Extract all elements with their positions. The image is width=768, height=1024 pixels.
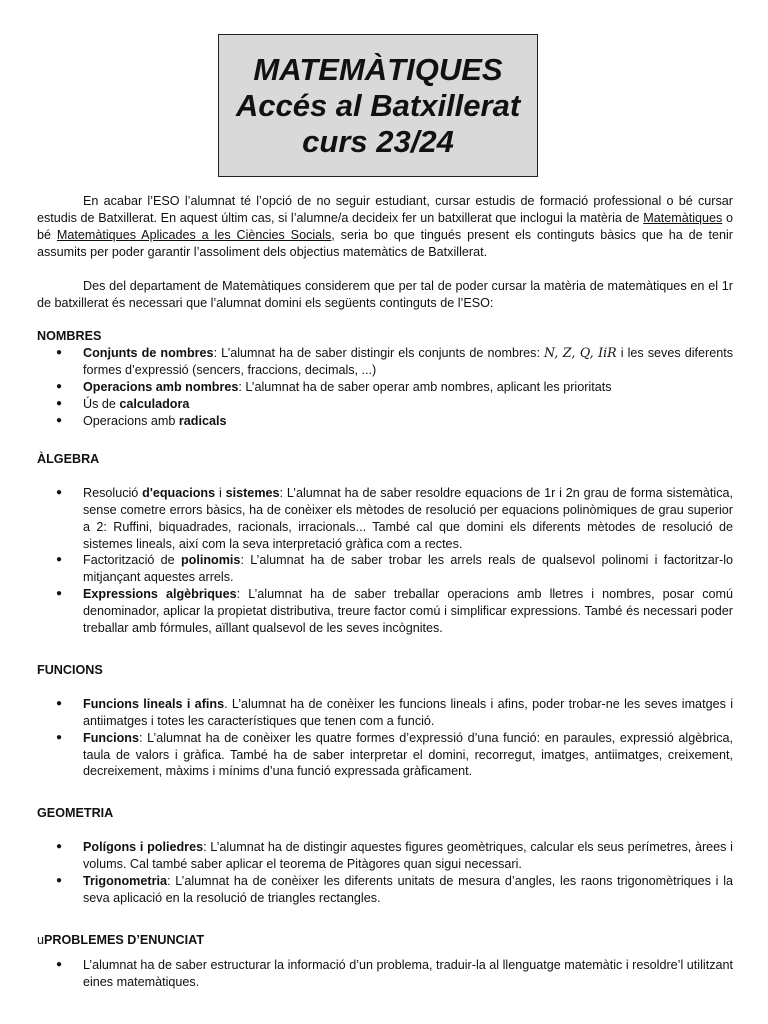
list-funcions — [37, 696, 733, 781]
document-body — [37, 193, 733, 991]
item-term: Trigonometria — [83, 874, 167, 889]
item-text: : L’alumnat ha de saber resoldre equacions de 1r i 2n grau de forma sistemàtica, sense cometre errors bàsics, ha de conèixer els mètodes de resolució per equacions polinòmiques de grau superior a 2: Ruffini, biquadrades, racionals, irracionals... També cal que domini els diferents mètodes de resolució de sistemes lineals, així com la seva interpretació gràfica com a rectes. — [83, 485, 733, 551]
item-text: Resolució — [83, 485, 143, 500]
item-text: : L’alumnat ha de saber treballar operacions amb lletres i nombres, posar comú denominador, aplicar la propietat distributiva, treure factor comú i simplificar expressions. També és necessari poder treballar amb fórmules, aïllant qualsevol de les seves incògnites. — [83, 587, 733, 636]
list-item — [37, 730, 733, 781]
list-problemes — [37, 957, 733, 991]
list-geometria — [37, 839, 733, 907]
title-box — [218, 34, 538, 177]
item-term: Funcions lineals i afins — [83, 696, 225, 711]
title-line-3: curs 23/24 — [302, 124, 454, 159]
number-sets-formula: N, Z, Q, IiR — [544, 345, 617, 361]
section-heading-funcions: FUNCIONS — [37, 662, 103, 677]
list-item — [37, 485, 733, 553]
list-item — [37, 839, 733, 873]
item-text: Ús de — [83, 397, 120, 412]
item-term: Polígons i poliedres — [83, 840, 204, 855]
title-line-1: MATEMÀTIQUES — [253, 52, 503, 87]
list-nombres — [37, 345, 733, 430]
matematiques-aplicades-link: Matemàtiques Aplicades a les Ciències Socials — [56, 227, 332, 242]
list-item — [37, 379, 733, 396]
section-heading-problemes — [37, 932, 733, 949]
item-term: radicals — [178, 413, 227, 428]
section-heading-geometria: GEOMETRIA — [37, 806, 114, 821]
item-term: Operacions amb nombres — [83, 380, 239, 395]
section-heading-nombres: NOMBRES — [37, 329, 102, 344]
intro-paragraph-2: Des del departament de Matemàtiques considerem que per tal de poder cursar la matèria de matemàtiques en el 1r de batxillerat és necessari que l’alumnat domini els següents continguts de l’ESO: — [37, 278, 733, 310]
list-item — [37, 413, 733, 430]
list-algebra — [37, 485, 733, 637]
item-term: polinomis — [180, 553, 241, 568]
list-item — [37, 345, 733, 379]
section-heading-algebra: ÀLGEBRA — [37, 451, 100, 466]
intro-text: En acabar l’ESO l’alumnat té l’opció de no seguir estudiant, cursar estudis de formació professional o bé cursar estudis de Batxillerat. En aquest últim cas, si l’alumne/a decideix fer un batxillerat que inclogui la matèria de — [37, 194, 733, 225]
item-term: Conjunts de nombres — [83, 346, 214, 361]
item-text: : L’alumnat ha de saber operar amb nombres, aplicant les prioritats — [238, 380, 612, 395]
heading-prefix: u — [37, 932, 45, 947]
intro-text: o bé — [37, 210, 733, 242]
list-item — [37, 586, 733, 637]
list-item — [37, 873, 733, 907]
item-term: d'equacions — [142, 485, 216, 500]
title-line-2: Accés al Batxillerat — [235, 88, 521, 123]
list-item — [37, 396, 733, 413]
item-text: . L’alumnat ha de conèixer les funcions lineals i afins, poder trobar-ne les seves imatges i antiimatges i totes les característiques que tenen com a funció. — [83, 696, 734, 728]
item-text: i les seves diferents formes d’expressió (sencers, fraccions, decimals, ...) — [83, 346, 733, 378]
list-item: ● L’alumnat ha de saber estructurar la informació d’un problema, traduir-la al llenguatge matemàtic i resoldre’l utilitzant eines matemàtiques. — [37, 957, 733, 991]
item-text: i — [215, 485, 226, 500]
matematiques-link: Matemàtiques — [643, 210, 723, 225]
item-text: Factorització de — [83, 553, 181, 568]
list-item — [37, 552, 733, 586]
intro-text: , seria bo que tingués present els continguts bàsics que ha de tenir assumits per poder garantir l’assoliment dels objectius matemàtics de Batxillerat. — [37, 227, 733, 259]
item-text: : L’alumnat ha de distingir aquestes figures geomètriques, calcular els seus perímetres, àrees i volums. Cal també saber aplicar el teorema de Pitàgores quan sigui necessari. — [83, 840, 733, 872]
item-text: : L’alumnat ha de conèixer les quatre formes d’expressió d’una funció: en paraules, expressió algèbrica, taula de valors i gràfica. També ha de saber interpretar el domini, recorregut, imatges, antiimatges, creixement, decreixement, màxims i mínims d’una funció expressada gràficament. — [83, 730, 733, 779]
heading-text: PROBLEMES D’ENUNCIAT — [44, 932, 205, 947]
item-term: calculadora — [119, 397, 190, 412]
item-text: : L’alumnat ha de saber trobar les arrels reals de qualsevol polinomi i factoritzar-lo mitjançant aquestes arrels. — [83, 553, 733, 585]
item-text: : L’alumnat ha de conèixer les diferents unitats de mesura d’angles, les raons trigonomètriques i la seva aplicació en la resolució de triangles rectangles. — [83, 874, 733, 905]
item-text: Operacions amb — [83, 413, 179, 428]
item-term: Funcions — [83, 730, 139, 745]
list-item — [37, 696, 733, 730]
item-term: sistemes — [225, 485, 280, 500]
item-text: : L’alumnat ha de saber distingir els conjunts de nombres: — [213, 346, 545, 361]
intro-paragraph-1 — [37, 193, 733, 261]
item-term: Expressions algèbriques — [83, 587, 237, 602]
